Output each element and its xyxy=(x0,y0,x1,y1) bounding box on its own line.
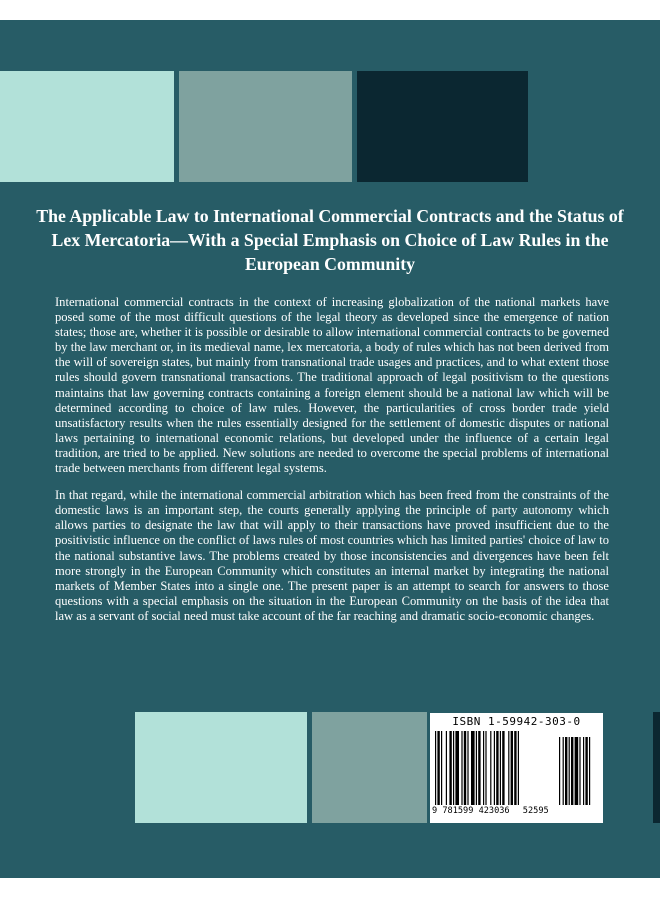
barcode-digits-main: 9 781599 423036 xyxy=(432,806,510,816)
light-color-block-top xyxy=(0,71,174,182)
barcode xyxy=(430,713,603,823)
book-title: The Applicable Law to International Commercial Contracts and the Status of Lex Mercatoria—With a Special Emphasis on Choice of Law Rules in the European Community xyxy=(36,206,624,274)
barcode-addon-stripe xyxy=(585,737,587,805)
barcode-stripe xyxy=(508,731,509,805)
barcode-digits-addon: 52595 xyxy=(522,806,549,816)
barcode-stripe xyxy=(518,731,519,805)
mid-color-block-bottom xyxy=(312,712,427,823)
barcode-stripe xyxy=(483,731,484,805)
barcode-stripe xyxy=(511,731,513,805)
dark-color-block-top xyxy=(357,71,528,182)
barcode-addon-stripe xyxy=(571,737,573,805)
barcode-stripe xyxy=(461,731,462,805)
dark-color-block-bottom xyxy=(653,712,660,823)
barcode-addon-stripe xyxy=(559,737,560,805)
barcode-stripe xyxy=(485,731,486,805)
barcode-stripe xyxy=(496,731,498,805)
barcode-addon-stripe xyxy=(583,737,584,805)
synopsis-paragraph-2: In that regard, while the international commercial arbitration which has been freed from the constraints of the domestic laws is an important step, the courts generally applying the principle of party autonomy which allows parties to designate the law that will apply to their transactions have proved insufficient due to the positivistic influence on the conflict of laws rules of most countries which has limited parties' choice of law to the national substantive laws. The problems created by those inconsistencies and divergences have been felt more strongly in the European Community which constitutes an internal market by integrating the national markets of Member States into a single one. The present paper is an attempt to search for answers to those questions with a special emphasis on the situation in the European Community on the basis of the idea that law as a servant of social need must take account of the far reaching and dramatic socio-economic changes. xyxy=(55,488,609,623)
mid-color-block-top xyxy=(179,71,352,182)
barcode-stripe xyxy=(453,731,454,805)
barcode-addon-stripe xyxy=(575,737,579,805)
barcode-addon-stripe xyxy=(569,737,570,805)
barcode-stripe xyxy=(449,731,451,805)
barcode-addon-stripe xyxy=(563,737,564,805)
barcode-stripe xyxy=(441,731,442,805)
barcode-stripe xyxy=(471,731,475,805)
barcode-stripe xyxy=(435,731,436,805)
barcode-addon-stripe xyxy=(565,737,567,805)
barcode-stripe xyxy=(446,731,447,805)
synopsis-paragraph-1: International commercial contracts in the context of increasing globalization of the national markets have posed some of the most difficult questions of the legal theory as developed since the emergence of nation states; those are, whether it is possible or desirable to allow international commercial contracts to be governed by the law merchant or, in its medieval name, lex mercatoria, a body of rules which has not been derived from the will of sovereign states, but mainly from transnational trade usages and practices, and to what extent those rules should govern transnational transactions. The traditional approach of legal positivism to the questions maintains that law governing contracts containing a foreign element should be a national law which will be determined according to choice of law rules. However, the particularities of cross border trade yield unsatisfactory results when the rules essentially designed for the settlement of domestic disputes or national laws pertaining to international economic relations, but developed under the influence of a certain legal tradition, are tried to be applied. New solutions are needed to overcome the special problems of international trade between merchants from different legal systems. xyxy=(55,295,609,476)
light-color-block-bottom xyxy=(135,712,307,823)
barcode-stripe xyxy=(500,731,501,805)
barcode-stripe xyxy=(502,731,504,805)
barcode-stripe xyxy=(455,731,459,805)
barcode-stripe xyxy=(478,731,480,805)
barcode-stripe xyxy=(494,731,495,805)
barcode-addon-stripe xyxy=(589,737,590,805)
barcode-stripe xyxy=(490,731,491,805)
synopsis xyxy=(55,295,609,636)
barcode-stripe xyxy=(467,731,468,805)
barcode-digits xyxy=(432,806,557,816)
barcode-stripe xyxy=(464,731,466,805)
barcode-stripe xyxy=(514,731,516,805)
barcode-bars xyxy=(435,731,599,807)
isbn-label: ISBN 1-59942-303-0 xyxy=(452,715,581,728)
back-cover xyxy=(0,20,660,878)
barcode-stripe xyxy=(476,731,477,805)
barcode-addon-stripe xyxy=(579,737,580,805)
barcode-stripe xyxy=(437,731,439,805)
